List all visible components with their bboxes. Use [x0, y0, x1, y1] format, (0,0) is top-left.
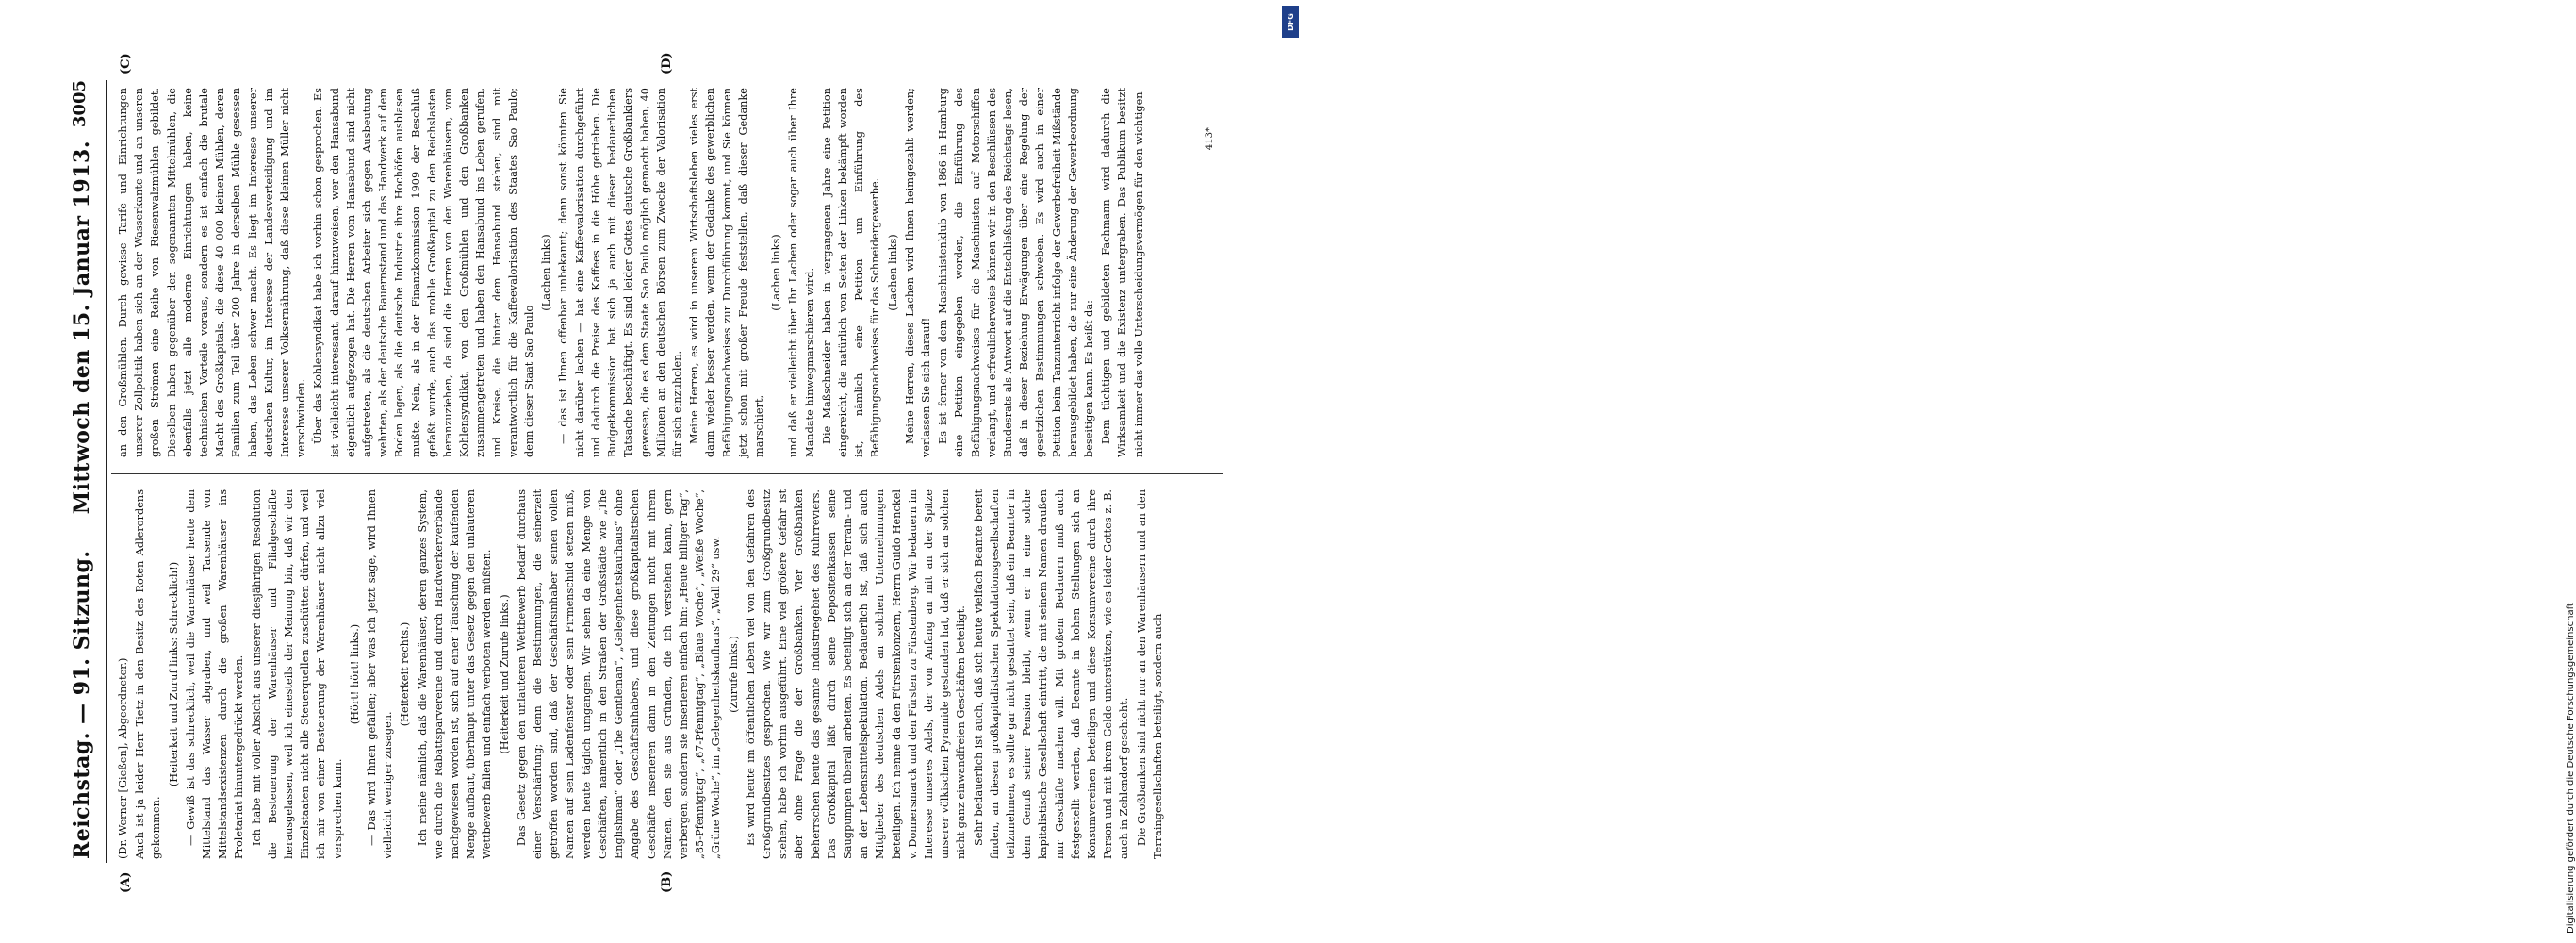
interjection: (Zurufe links.) [727, 636, 740, 713]
header-rule [106, 80, 107, 863]
interjection: (Heiterkeit rechts.) [399, 621, 412, 727]
left-text-column [115, 489, 1167, 859]
paragraph: Auch ist ja leider Herr Tietz in den Besitz des Roten Adlerordens gekommen. [134, 489, 163, 859]
footer-mark: 413* [1205, 127, 1215, 151]
logo-text: DFG [1286, 12, 1295, 31]
paragraph: — das ist Ihnen offenbar unbekannt; denn sonst könnten Sie nicht darüber lachen — hat eine Kaffeevalorisation durchgeführt und dadurch die Preise des Kaffees in die Höhe getrieben. Die Budgetkommission hat sich ja auch mit dieser bedauerlichen Tatsache beschäftigt. Es sind leider Gottes deutsche Großbankiers gewesen, die es dem Staate Sao Paulo möglich gemacht haben, 40 Millionen an den deutschen Börsen zum Zwecke der Valorisation für sich einzuholen. [557, 88, 683, 457]
paragraph: Die Maßschneider haben in vergangenen Jahre eine Petition eingereicht, die natürlich von Seiten der Linken bekämpft worden ist, nämlich eine Petition um Einführung des Befähigungsnachweises für das Schneidergewerbe. [820, 88, 882, 457]
scanned-page [57, 42, 1254, 901]
interjection: (Heiterkeit und Zuruf links: Schrecklich!) [167, 561, 180, 787]
margin-label-b: (B) [660, 870, 674, 893]
interjection: (Lachen links) [770, 234, 783, 311]
paragraph: Sehr bedauerlich ist auch, daß sich heute vielfach Beamte bereit finden, an diesen großkapitalistischen Spekulationsgesellschaften teilzunehmen, es sollte gar nicht gestattet sein, daß ein Beamter in dem Genuß seiner Pension bleibt, wenn er in eine solche kapitalistische Gesellschaft eintritt, die mit seinem Namen draußen nur Geschäfte machen will. Mit großem Bedauern muß auch festgestellt werden, daß Beamte in hohen Stellungen sich an Konsumvereinen beteiligen und diese Konsumvereine durch ihre Person und mit ihrem Gelde unterstützen, wie es leider Gottes z. B. auch in Zehlendorf geschieht. [972, 489, 1131, 859]
paragraph: — Das wird Ihnen gefallen; aber was ich jetzt sage, wird Ihnen vielleicht weniger zusagen. [366, 489, 395, 859]
paragraph: Es wird heute im öffentlichen Leben viel von den Gefahren des Großgrundbesitzes gesprochen. Wie wir zum Großgrundbesitz stehen, habe ich vorhin ausgeführt. Eine viel größere Gefahr ist aber ohne Frage die der Großbanken. Vier Großbanken beherrschen heute das gesamte Industriegebiet des Ruhrreviers. Das Großkapital läßt durch seine Depositenkassen seine Saugpumpen überall arbeiten. Es beteiligt sich an der Terrain- und an der Lebensmittelspekulation. Bedauerlich ist, daß sich auch Mitglieder des deutschen Adels an solchen Unternehmungen beteiligen. Ich nenne da den Fürstenkonzern, Herrn Guido Henckel v. Donnersmarck und den Fürsten zu Fürstenberg. Wir bedauern im Interesse unseres Adels, der von Anfang an mit an der Spitze unserer völkischen Pyramide gestanden hat, daß er sich an solchen nicht ganz einwandfreien Geschäften beteiligt. [744, 489, 968, 859]
interjection: (Lachen links) [540, 234, 553, 311]
quotation: Dem tüchtigen und gebildeten Fachmann wird dadurch die Wirksamkeit und die Existenz untergraben. Das Publikum besitzt nicht immer das volle Unterscheidungsvermögen für den wichtigen [1100, 88, 1145, 457]
paragraph: Meine Herren, es wird in unserem Wirtschaftsleben vieles erst dann wieder besser werden, wenn der Gedanke des gewerblichen Befähigungsnachweises zur Durchführung kommt, und Sie können jetzt schon mit großer Freude feststellen, daß dieser Gedanke marschiert, [688, 88, 765, 457]
margin-label-a: (A) [119, 871, 133, 893]
paragraph: Meine Herren, dieses Lachen wird Ihnen heimgezahlt werden; verlassen Sie sich darauf! [903, 88, 932, 457]
paragraph: an den Großmühlen. Durch gewisse Tarife und Einrichtungen unserer Zollpolitik haben sich an der Wasserkante und an unseren großen Strömen eine Reihe von Riesenwalzmühlen gebildet. Dieselben haben gegenüber den sogenannten Mittelmühlen, die ebenfalls jetzt alle moderne Einrichtungen haben, keine technischen Vorteile voraus, sondern es ist einfach die brutale Macht des Großkapitals, die diese 40 000 kleinen Mühlen, deren Familien zum Teil über 200 Jahre in derselben Mühle gesessen haben, das Leben schwer macht. Es liegt im Interesse unserer deutschen Kultur, im Interesse der Landesverteidigung und im Interesse unserer Volksernährung, daß diese kleinen Müller nicht verschwinden. [117, 88, 308, 457]
paragraph: (Dr. Werner [Gießen], Abgeordneter.) [117, 657, 129, 859]
margin-label-c: (C) [119, 53, 133, 74]
interjection: (Lachen links) [886, 234, 899, 311]
paragraph: und daß er vielleicht über Ihr Lachen oder sogar auch über Ihre Mandate hinwegmarschieren wird. [787, 88, 816, 457]
paragraph: Die Großbanken sind nicht nur an den Warenhäusern und an den Terraingesellschaften beteiligt, sondern auch [1135, 489, 1164, 859]
page-number: 3005 [70, 80, 90, 128]
digitization-note [1276, 0, 2576, 943]
paragraph: Das Gesetz gegen den unlauteren Wettbewerb bedarf durchaus einer Verschärfung; denn die Bestimmungen, die seinerzeit getroffen worden sind, daß der Geschäftsinhaber seinen vollen Namen auf sein Ladenfenster oder sein Firmenschild setzen muß, werden heute täglich umgangen. Wir sehen da eine Menge von Geschäften, namentlich in den Straßen der Großstädte wie „The Englishman“ oder „The Gentleman“, „Gelegenheitskaufhaus“ ohne Angabe des Geschäftsinhabers, und diese großkapitalistischen Geschäfte inserieren dann in den Zeitungen nicht mit ihrem Namen, den sie aus Gründen, die ich verstehen kann, gern verbergen, sondern sie inserieren einfach hin: „Heute billiger Tag“, „85-Pfennigtag“, „67-Pfennigtag“, „Blaue Woche“, „Weiße Woche“, „Grüne Woche“, im „Gelegenheitskaufhaus“, „Wall 29“ usw. [515, 489, 723, 859]
interjection: (Hört! hört! links.) [348, 623, 361, 725]
digitization-note-text: Digitalisierung gefördert durch die Deutsche Forschungsgemeinschaft [2566, 603, 2576, 934]
paragraph: Es ist ferner von dem Maschinistenklub von 1866 in Hamburg eine Petition eingegeben worden, die Einführung des Befähigungsnachweises für die Maschinisten auf Motorschiffen verlangt, und erfreulicherweise können wir in den Beschlüssen des Bundesrats als Antwort auf die Entschließung des Reichstags lesen, daß in dieser Beziehung Erwägungen über eine Regelung der gesetzlichen Bestimmungen schweben. Es wird auch in einer Petition beim Tanzunterricht infolge der Gewerbefreiheit Mißstände herausgebildet haben, die nur eine Änderung der Gewerbeordnung beseitigen kann. Es heißt da: [937, 88, 1095, 457]
paragraph: Ich habe mit voller Absicht aus unserer diesjährigen Resolution die Besteuerung der Warenhäuser und Filialgeschäfte herausgelassen, weil ich einesteils der Meinung bin, daß wir den Einzelstaaten nicht alle Steuerquellen zuschütten dürfen, und weil ich mir von einer Besteuerung der Warenhäuser nicht allzu viel versprechen kann. [250, 489, 344, 859]
paragraph: — Gewiß ist das schrecklich, weil die Warenhäuser heute dem Mittelstand das Wasser abgraben, und weil Tausende von Mittelstandsexistenzen durch die großen Warenhäuser ins Proletariat hinuntergedrückt werden. [184, 489, 246, 859]
interjection: (Heiterkeit und Zurufe links.) [498, 594, 511, 754]
paragraph: Ich meine nämlich, daß die Warenhäuser, deren ganzes System, wie durch die Rabattsparvereine und durch Handwerkerverbände nachgewiesen worden ist, sich auf einer Täuschung der kaufenden Menge aufbaut, überhaupt unter das Gesetz gegen den unlauteren Wettbewerb fallen und einfach verboten werden müßten. [416, 489, 494, 859]
session-date: Mittwoch den 15. Januar 1913. [70, 141, 94, 515]
paragraph: Über das Kohlensyndikat habe ich vorhin schon gesprochen. Es ist vielleicht interessant, darauf hinzuweisen, wer den Hansabund eigentlich aufgezogen hat. Die Herren vom Hansabund sind nicht aufgetreten, als die deutschen Arbeiter sich gegen Ausbeutung wehrten, als der deutsche Bauernstand und das Handwerk auf dem Boden lagen, als die deutsche Industrie ihre Hochöfen ausblasen mußte. Nein, als in der Finanzkommission 1909 der Beschluß gefaßt wurde, auch das mobile Großkapital zu den Reichslasten heranzuziehen, da sind die Herren von den Warenhäusern, vom Kohlensyndikat, von den Großmühlen und den Großbanken zusammengetreten und haben den Hansabund ins Leben gerufen, und Kreise, die hinter dem Hansabund stehen, sind mit verantwortlich für die Kaffeevalorisation des Staates Sao Paulo; denn dieser Staat Sao Paulo [312, 88, 536, 457]
margin-label-d: (D) [660, 52, 674, 74]
right-text-column [115, 88, 1148, 457]
session-title: Reichstag. — 91. Sitzung. [70, 550, 94, 859]
page-header [70, 42, 102, 901]
column-divider [111, 473, 1223, 474]
